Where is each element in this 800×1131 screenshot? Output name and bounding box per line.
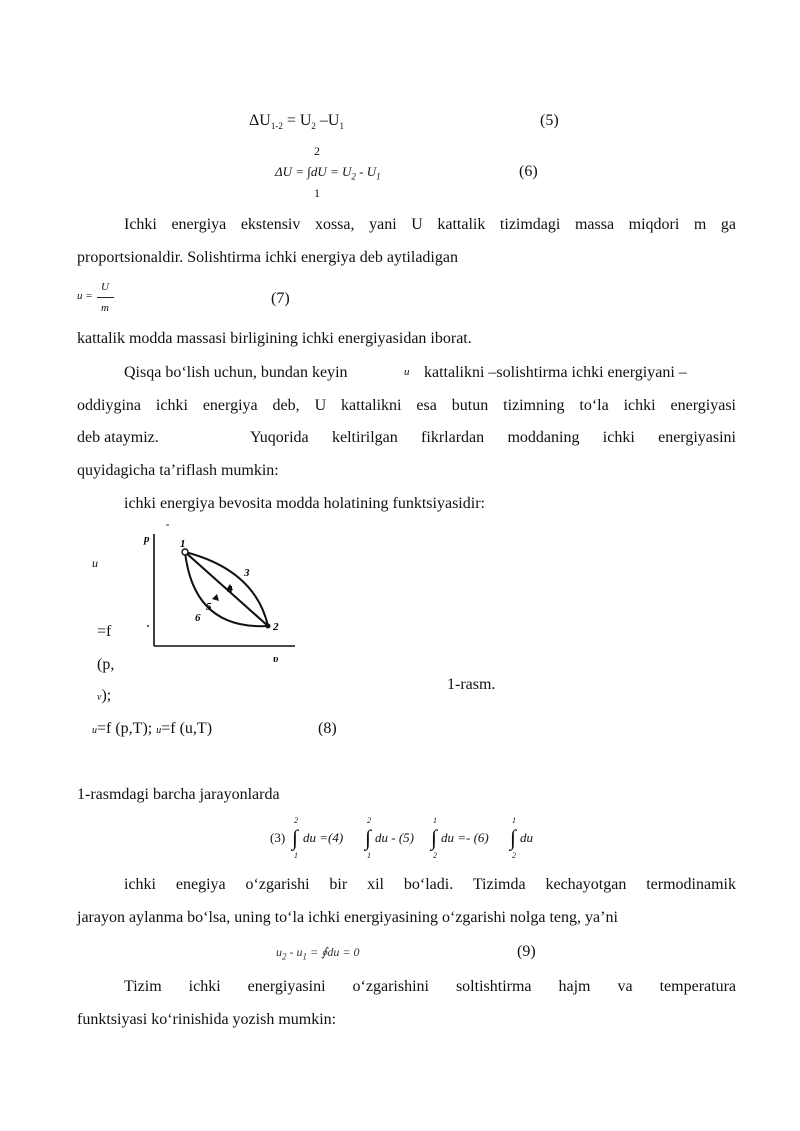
eq7-numerator: U xyxy=(101,281,109,293)
eq8-part1: =f (p,T); xyxy=(97,720,153,737)
label-3: 3 xyxy=(244,567,250,579)
equation-5 xyxy=(249,112,344,131)
label-6: 6 xyxy=(195,612,201,624)
integral1-upper: 2 xyxy=(294,816,298,825)
eq6-body: ΔU = ∫dU = U xyxy=(275,164,352,179)
eq7-number: (7) xyxy=(271,290,290,307)
eq5-number: (5) xyxy=(540,112,559,129)
eq6-upper-limit: 2 xyxy=(314,144,320,158)
label-2: 2 xyxy=(273,621,279,633)
eq8-part2: =f (u,T) xyxy=(161,720,213,737)
integral3-upper: 1 xyxy=(433,816,437,825)
left-formula-v: v xyxy=(97,692,102,703)
eq6-lower-limit: 1 xyxy=(314,186,320,200)
left-formula-f: =f xyxy=(97,623,112,640)
left-formula-u: u xyxy=(92,556,98,570)
para3-u-symbol: u xyxy=(404,366,410,378)
eq7-denominator: m xyxy=(101,302,109,314)
eq7-lhs: u = xyxy=(77,290,93,302)
eq6-minus: - U xyxy=(355,164,377,179)
para3-line1b: kattalikni –solishtirma ichki energiyani – xyxy=(424,364,687,381)
para1-line1: Ichki energiya ekstensiv xossa, yani U kattalik tizimdagi massa miqdori m ga xyxy=(124,216,736,233)
eq5-lhs: ΔU xyxy=(249,112,271,129)
label-1: 1 xyxy=(180,538,186,550)
eq9-sub2: 2 xyxy=(282,951,287,962)
eq6-sub1: 1 xyxy=(376,171,381,182)
equation-9 xyxy=(276,945,359,961)
eq5-lhs-sub: 1-2 xyxy=(270,121,283,132)
integral-term-end: du xyxy=(520,830,533,845)
integral-term-3: (3) xyxy=(270,830,286,845)
para6-line1: ichki enegiya o‘zgarishi bir xil bo‘ladi. Tizimda kechayotgan termodinamik xyxy=(124,876,736,893)
eq5-minus: –U xyxy=(315,112,340,129)
integral2-upper: 2 xyxy=(367,816,371,825)
left-formula-v-line xyxy=(97,687,111,705)
figure-caption: 1-rasm. xyxy=(447,676,496,693)
eq9-sub1: 1 xyxy=(302,951,307,962)
pv-diagram-figure xyxy=(140,520,300,665)
arrow-5 xyxy=(212,594,219,601)
integral-sign-2: ∫ xyxy=(365,825,372,850)
para3-line1a: Qisqa bo‘lish uchun, bundan keyin xyxy=(124,364,348,381)
para3-line3b: Yuqorida keltirilgan fikrlardan moddaning ichki energiyasini xyxy=(250,429,736,446)
left-formula-p: (p, xyxy=(97,656,115,673)
eq5-rhs: = U xyxy=(286,112,312,129)
integral-term-4: du =(4) xyxy=(303,830,344,845)
eq9-tail: = ∮du = 0 xyxy=(307,945,360,959)
integral-sign-4: ∫ xyxy=(510,825,517,850)
left-formula-close: ); xyxy=(101,687,112,704)
eq8-number: (8) xyxy=(318,720,337,737)
integral-term-6: du =- (6) xyxy=(441,830,489,845)
integral4-upper: 1 xyxy=(512,816,516,825)
integral1-lower: 1 xyxy=(294,851,298,860)
equation-8 xyxy=(92,720,212,738)
para4-line1: ichki energiya bevosita modda holatining funktsiyasidir: xyxy=(124,495,485,512)
integral-term-5: du - (5) xyxy=(375,830,414,845)
eq9-mid: - u xyxy=(286,945,303,959)
eq7-fraction-bar xyxy=(97,297,114,298)
x-axis-label: υ xyxy=(273,653,279,665)
integral4-lower: 2 xyxy=(512,851,516,860)
state-point-2 xyxy=(266,624,271,629)
eq8-u2: u xyxy=(156,725,162,736)
eq9-u: u xyxy=(276,945,282,959)
eq8-u1: u xyxy=(92,725,97,736)
integral3-lower: 2 xyxy=(433,851,437,860)
eq6-number: (6) xyxy=(519,163,538,180)
integral-sign-3: ∫ xyxy=(431,825,438,850)
eq9-number: (9) xyxy=(517,943,536,960)
para2-line1: kattalik modda massasi birligining ichki energiyasidan iborat. xyxy=(77,330,472,347)
para7-line1: Tizim ichki energiyasini o‘zgarishini soltishtirma hajm va temperatura xyxy=(124,978,736,995)
para1-line2: proportsionaldir. Solishtirma ichki energiya deb aytiladigan xyxy=(77,249,458,266)
eq5-sub2: 2 xyxy=(311,121,316,132)
para5-line1: 1-rasmdagi barcha jarayonlarda xyxy=(77,786,280,803)
para6-line2: jarayon aylanma bo‘lsa, uning to‘la ichki energiyasining o‘zgarishi nolga teng, ya’ni xyxy=(77,909,618,926)
eq6-sub2: 2 xyxy=(351,171,356,182)
para7-line2: funktsiyasi ko‘rinishida yozish mumkin: xyxy=(77,1011,337,1028)
y-axis-label: p xyxy=(144,533,150,545)
para3-line2: oddiygina ichki energiya deb, U kattalikni esa butun tizimning to‘la ichki energiyasi xyxy=(77,397,736,414)
integral2-lower: 1 xyxy=(367,851,371,860)
para3-line4: quyidagicha ta’riflash mumkin: xyxy=(77,462,279,479)
equation-6 xyxy=(275,164,381,182)
label-5: 5 xyxy=(206,601,212,613)
integral-sign-1: ∫ xyxy=(292,825,299,850)
dot-mark xyxy=(147,625,149,627)
para3-line3a: deb ataymiz. xyxy=(77,429,159,446)
label-4: 4 xyxy=(227,584,233,596)
eq5-sub1: 1 xyxy=(339,121,344,132)
